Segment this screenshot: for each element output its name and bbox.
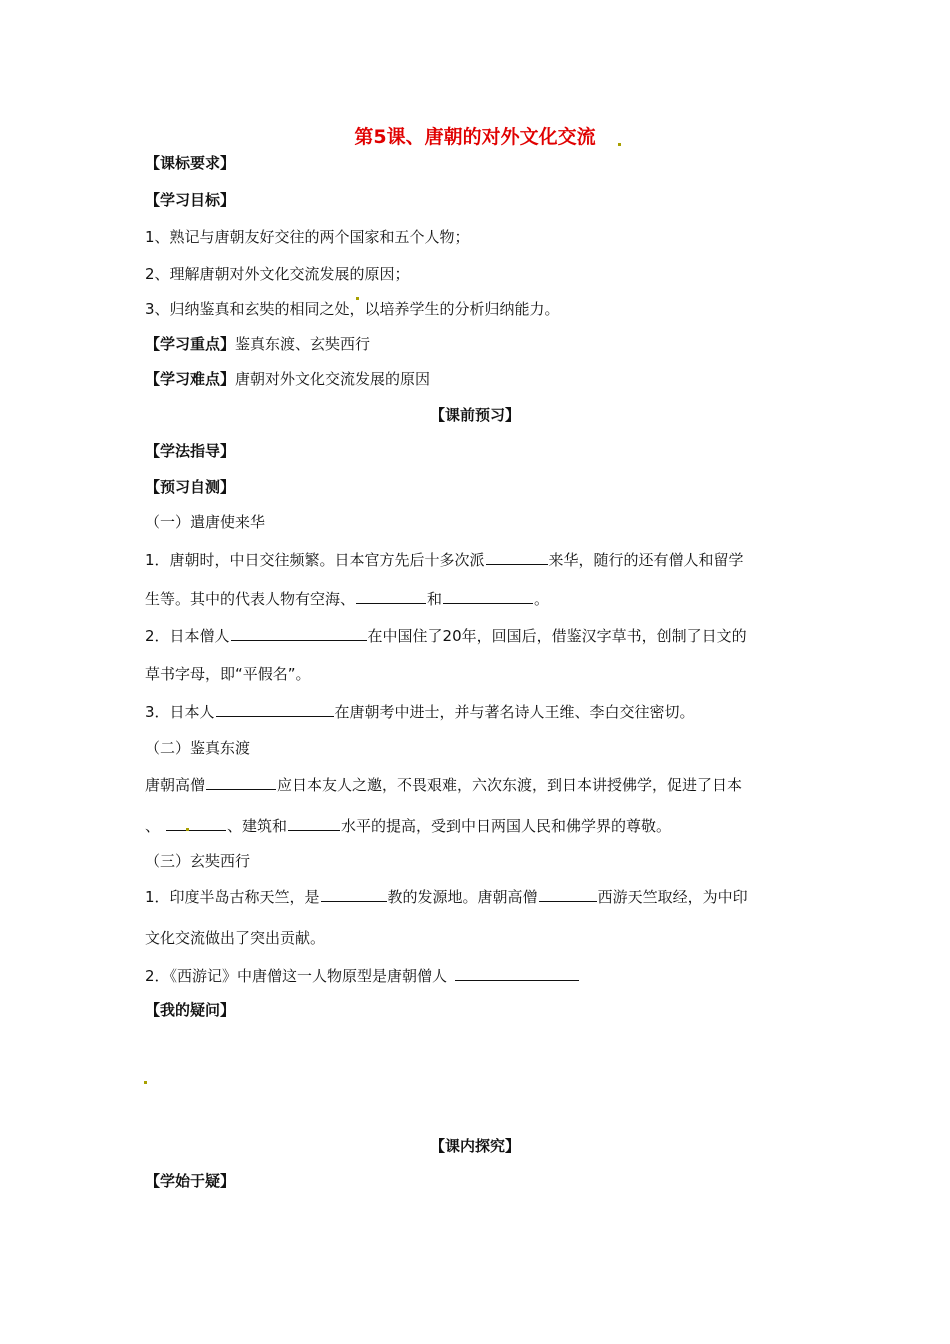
s3-q1-line2: 文化交流做出了突出贡献。 (145, 929, 326, 947)
stray-mark (144, 1081, 147, 1084)
s3-q1-text-c: 西游天竺取经，为中印 (597, 888, 748, 906)
answer-blank[interactable] (288, 815, 340, 831)
stray-mark (356, 297, 359, 300)
s2-line2 (145, 815, 671, 836)
header-mubiao: 【学习目标】 (145, 191, 236, 209)
s1-q1-text-c: 生等。其中的代表人物有空海、 (145, 590, 356, 608)
answer-blank[interactable] (321, 886, 387, 902)
s2-text-e: 水平的提高，受到中日两国人民和佛学界的尊敬。 (341, 817, 672, 835)
s1-q1-line2 (145, 588, 549, 609)
s1-q2-line1 (145, 625, 747, 646)
answer-blank[interactable] (231, 625, 367, 641)
s1-q2-line2: 草书字母，即“平假名”。 (145, 665, 311, 683)
s3-q2-text-a: 2．《西游记》中唐僧这一人物原型是唐朝僧人 (145, 967, 448, 985)
s1-q2-text-b: 在中国住了20年，回国后，借鉴汉字草书，创制了日文的 (367, 627, 747, 645)
s1-q1-text-e: 。 (534, 590, 550, 608)
answer-blank[interactable] (216, 701, 334, 717)
key-point-line (145, 334, 370, 354)
difficulty-label: 【学习难点】 (145, 370, 236, 388)
s2-text-a: 唐朝高僧 (145, 776, 206, 794)
s1-q3-text-b: 在唐朝考中进士，并与著名诗人王维、李白交往密切。 (334, 703, 695, 721)
key-point-text: 鉴真东渡、玄奘西行 (235, 335, 371, 353)
s1-q1-text-d: 和 (427, 590, 443, 608)
page-title: 第5课、唐朝的对外文化交流 (354, 126, 596, 148)
s2-text-d: 、建筑和 (227, 817, 288, 835)
section2-heading: （二）鉴真东渡 (145, 739, 251, 757)
s1-q2-text-a: 2．日本僧人 (145, 627, 230, 645)
header-method: 【学法指导】 (145, 442, 236, 460)
goal-2: 2、理解唐朝对外文化交流发展的原因； (145, 265, 410, 283)
header-self-test: 【预习自测】 (145, 478, 236, 496)
header-kebiao: 【课标要求】 (145, 154, 236, 172)
s3-q1-text-b: 教的发源地。唐朝高僧 (387, 888, 538, 906)
section3-heading: （三）玄奘西行 (145, 852, 251, 870)
s3-q1-text-a: 1．印度半岛古称天竺，是 (145, 888, 320, 906)
header-learn-from-doubt: 【学始于疑】 (145, 1172, 236, 1190)
s1-q3-text-a: 3．日本人 (145, 703, 215, 721)
header-in-class: 【课内探究】 (429, 1137, 520, 1155)
answer-blank[interactable] (356, 588, 426, 604)
answer-blank[interactable] (206, 774, 276, 790)
s1-q1-line1 (145, 549, 744, 570)
stray-mark (618, 143, 621, 146)
s3-q2-line (145, 965, 580, 986)
difficulty-line (145, 369, 430, 389)
header-my-questions: 【我的疑问】 (145, 1001, 236, 1019)
difficulty-text: 唐朝对外文化交流发展的原因 (235, 370, 431, 388)
answer-blank[interactable] (539, 886, 597, 902)
goal-3: 3、归纳鉴真和玄奘的相同之处，以培养学生的分析归纳能力。 (145, 300, 560, 318)
answer-blank[interactable] (166, 815, 226, 831)
key-point-label: 【学习重点】 (145, 335, 236, 353)
goal-1: 1、熟记与唐朝友好交往的两个国家和五个人物； (145, 228, 470, 246)
s3-q1-line1 (145, 886, 748, 907)
s1-q1-text-b: 来华，随行的还有僧人和留学 (548, 551, 744, 569)
answer-blank[interactable] (443, 588, 533, 604)
answer-blank[interactable] (455, 965, 579, 981)
s2-text-b: 应日本友人之邀，不畏艰难，六次东渡，到日本讲授佛学，促进了日本 (277, 776, 743, 794)
s2-text-c: 、 (145, 817, 161, 835)
s1-q3-line (145, 701, 695, 722)
s2-line1 (145, 774, 742, 795)
header-pre-study: 【课前预习】 (429, 406, 520, 424)
answer-blank[interactable] (486, 549, 548, 565)
s1-q1-text-a: 1．唐朝时，中日交往频繁。日本官方先后十多次派 (145, 551, 485, 569)
stray-mark (186, 828, 189, 831)
section1-heading: （一）遣唐使来华 (145, 513, 266, 531)
